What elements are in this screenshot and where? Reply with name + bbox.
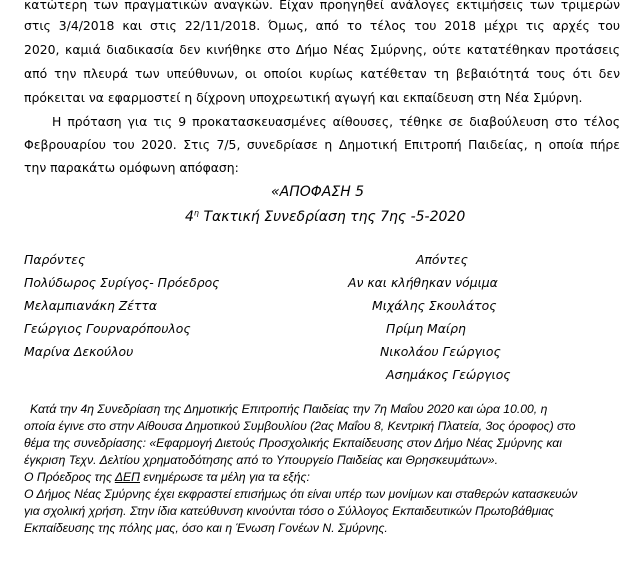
absent-member: Πρίμη Μαίρη [386, 321, 466, 336]
session-rest: Τακτική Συνεδρίαση της 7ης -5-2020 [199, 209, 466, 225]
statement-line: Εκπαίδευσης της πόλης μας, όσο και η Ένωση Γονέων Ν. Σμύρνης. [24, 521, 388, 535]
text-line: 2020, καμιά διαδικασία δεν κινήθηκε στο Δήμο Νέας Σμύρνης, ούτε κατατέθηκαν προτάσεις [24, 42, 620, 57]
present-member: Μελαμπιανάκη Ζέττα [24, 298, 158, 313]
minutes-line: Κατά την 4η Συνεδρίαση της Δημοτικής Επιτροπής Παιδείας την 7η Μαΐου 2020 και ώρα 10.00, η [30, 402, 548, 416]
committee-abbreviation: ΔΕΠ [114, 470, 140, 484]
minutes-line: οποία έγινε στο στην Αίθουσα Δημοτικού Συμβουλίου (2ας Μαΐου 8, Κεντρική Πλατεία, 3ος όροφος) στο [24, 419, 576, 433]
minutes-line: θέμα της συνεδρίασης: «Εφαρμογή Διετούς Προσχολικής Εκπαίδευσης στον Δήμο Νέας Σμύρνης και [24, 436, 562, 450]
present-member: Πολύδωρος Συρίγος- Πρόεδρος [24, 275, 220, 290]
absent-member: Ασημάκος Γεώργιος [386, 367, 511, 382]
president-line [24, 470, 310, 485]
session-number: 4 [185, 209, 194, 225]
statement-line: Ο Δήμος Νέας Σμύρνης έχει εκφραστεί επισήμως ότι είναι υπέρ των μονίμων και σταθερών κατασκευών [24, 487, 578, 501]
absent-heading: Απόντες [416, 252, 468, 267]
minutes-line: έγκριση Τεχν. Δελτίου χρηματοδότησης από το Υπουργείο Παιδείας και Θρησκευμάτων». [24, 453, 498, 467]
absent-note: Αν και κλήθηκαν νόμιμα [348, 275, 498, 290]
text-line: την παρακάτω ομόφωνη απόφαση: [24, 160, 239, 175]
present-member: Γεώργιος Γουρναρόπουλος [24, 321, 191, 336]
president-suffix: ενημέρωσε τα μέλη για τα εξής: [139, 470, 310, 484]
session-heading [185, 210, 465, 225]
present-member: Μαρίνα Δεκούλου [24, 344, 134, 359]
text-line: Φεβρουαρίου του 2020. Στις 7/5, συνεδρίασε η Δημοτική Επιτροπή Παιδείας, η οποία πήρε [24, 137, 620, 152]
decision-title: «ΑΠΟΦΑΣΗ 5 [271, 184, 365, 200]
absent-member: Μιχάλης Σκουλάτος [372, 298, 497, 313]
text-line: πρόκειται να εφαρμοστεί η δίχρονη υποχρεωτική αγωγή και εκπαίδευση στη Νέα Σμύρνη. [24, 90, 583, 105]
present-heading: Παρόντες [24, 252, 86, 267]
absent-member: Νικολάου Γεώργιος [380, 344, 501, 359]
text-line: Η πρόταση για τις 9 προκατασκευασμένες αίθουσες, τέθηκε σε διαβούλευση στο τέλος [52, 114, 620, 129]
text-line: από την πλευρά των υπεύθυνων, οι οποίοι κυρίως κατέθεταν τη βεβαιότητά τους ότι δεν [24, 66, 620, 81]
text-line: στις 3/4/2018 και στις 22/11/2018. Όμως, από το τέλος του 2018 μέχρι τις αρχές του [24, 18, 620, 33]
session-ordinal: η [193, 208, 199, 218]
president-prefix: Ο Πρόεδρος της [24, 470, 115, 484]
text-line: κατώτερη των πραγματικών αναγκών. Είχαν προηγηθεί ανάλογες εκτιμήσεις των τριμερών [24, 0, 620, 12]
statement-line: για σχολική χρήση. Στην ίδια κατεύθυνση κινούνται τόσο ο Σύλλογος Εκπαιδευτικών Πρωτοβάθμιας [24, 504, 554, 518]
